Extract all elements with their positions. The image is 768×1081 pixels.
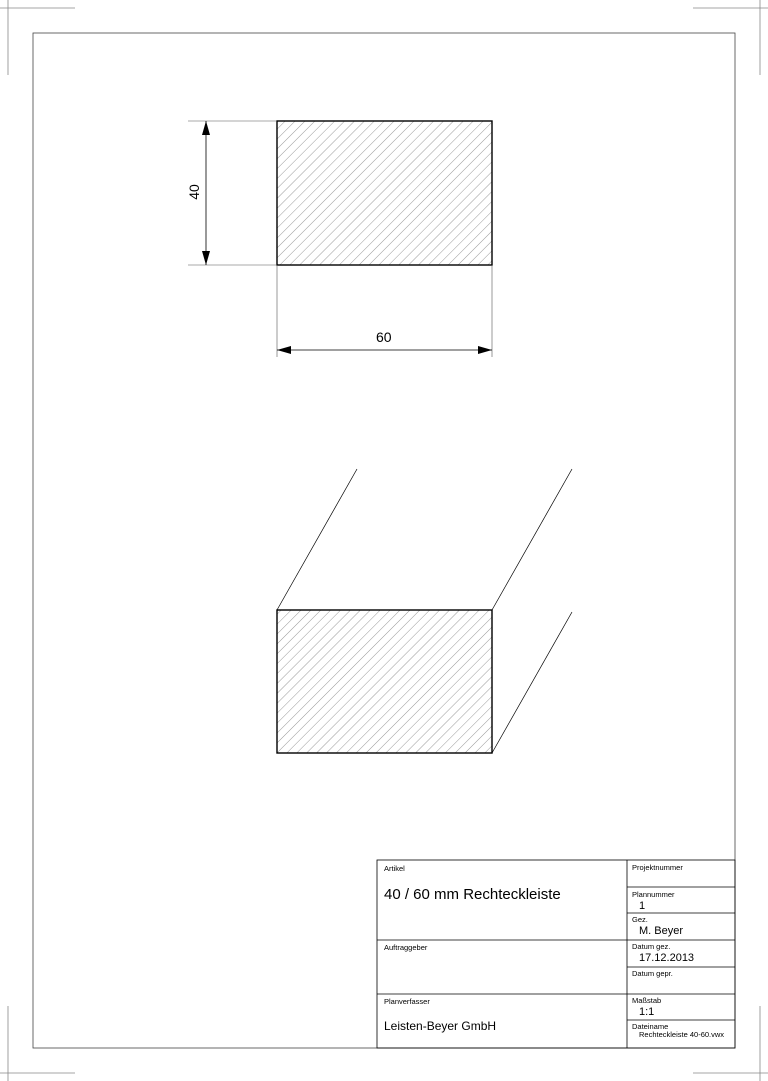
auftraggeber-label: Auftraggeber bbox=[384, 943, 428, 952]
projektnummer-label: Projektnummer bbox=[632, 863, 683, 872]
datum-gez-value: 17.12.2013 bbox=[639, 952, 695, 964]
planverfasser-value: Leisten-Beyer GmbH bbox=[384, 1019, 497, 1033]
dateiname-value: Rechteckleiste 40-60.vwx bbox=[639, 1030, 725, 1039]
height-dimension-label: 40 bbox=[185, 184, 202, 200]
height-dimension-line bbox=[202, 121, 210, 265]
planverfasser-label: Planverfasser bbox=[384, 997, 430, 1006]
plannummer-value: 1 bbox=[639, 900, 646, 912]
plannummer-label: Plannummer bbox=[632, 890, 675, 899]
gez-label: Gez. bbox=[632, 915, 648, 924]
artikel-value: 40 / 60 mm Rechteckleiste bbox=[384, 886, 561, 903]
section-rectangle bbox=[277, 121, 492, 265]
perspective-view bbox=[277, 469, 572, 753]
width-dimension-line bbox=[277, 346, 492, 354]
section-view bbox=[185, 121, 492, 357]
massstab-value: 1:1 bbox=[639, 1006, 655, 1018]
width-dimension-label: 60 bbox=[376, 329, 392, 345]
dateiname-label: Dateiname bbox=[632, 1022, 669, 1031]
artikel-label: Artikel bbox=[384, 864, 405, 873]
datum-gez-label: Datum gez. bbox=[632, 942, 671, 951]
massstab-label: Maßstab bbox=[632, 996, 662, 1005]
perspective-front-face bbox=[277, 610, 492, 753]
gez-value: M. Beyer bbox=[639, 925, 684, 937]
datum-gepr-label: Datum gepr. bbox=[632, 969, 673, 978]
